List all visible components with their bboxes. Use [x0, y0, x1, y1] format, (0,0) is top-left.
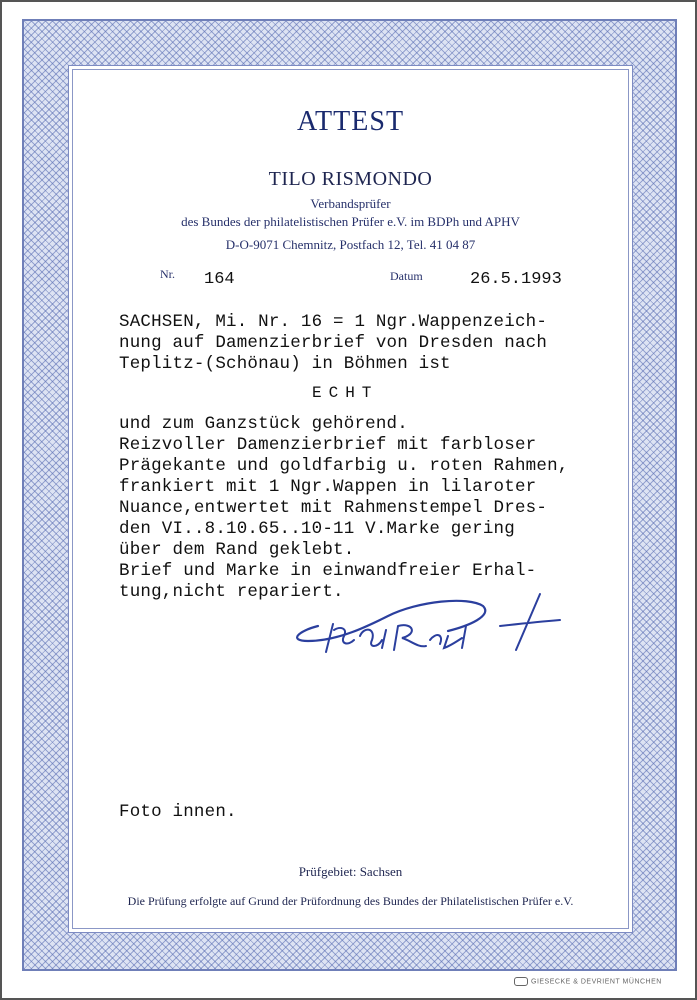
examiner-signature: [278, 586, 568, 666]
address-line: D-O-9071 Chemnitz, Postfach 12, Tel. 41 04 87: [225, 237, 476, 252]
verdict-echt: ECHT: [312, 384, 379, 402]
description-line: SACHSEN, Mi. Nr. 16 = 1 Ngr.Wappenzeich-: [119, 312, 548, 332]
printer-logo-icon: [514, 977, 528, 986]
nr-label: Nr.: [160, 267, 175, 281]
inspection-area: Prüfgebiet: Sachsen: [298, 864, 403, 879]
printer-name: GIESECKE & DEVRIENT MÜNCHEN: [531, 978, 662, 986]
detail-line: Nuance,entwertet mit Rahmenstempel Dres-: [119, 498, 548, 518]
detail-line: den VI..8.10.65..10-11 V.Marke gering: [119, 519, 515, 539]
certificate-title: ATTEST: [296, 106, 405, 137]
certificate-number: 164: [204, 270, 235, 289]
detail-line: tung,nicht repariert.: [119, 582, 344, 602]
date-label: Datum: [390, 269, 423, 283]
detail-line: Brief und Marke in einwandfreier Erhal-: [119, 561, 537, 581]
certificate-date: 26.5.1993: [470, 270, 562, 289]
description-line: Teplitz-(Schönau) in Böhmen ist: [119, 354, 451, 374]
detail-line: Prägekante und goldfarbig u. roten Rahmen,: [119, 456, 569, 476]
detail-line: über dem Rand geklebt.: [119, 540, 355, 560]
detail-line: Reizvoller Damenzierbrief mit farbloser: [119, 435, 537, 455]
detail-line: frankiert mit 1 Ngr.Wappen in lilaroter: [119, 477, 537, 497]
examiner-name: TILO RISMONDO: [268, 168, 433, 190]
association-line: des Bundes der philatelistischen Prüfer e.V. im BDPh und APHV: [181, 214, 520, 229]
examiner-role: Verbandsprüfer: [310, 196, 391, 211]
printer-imprint: [514, 977, 662, 986]
description-line: nung auf Damenzierbrief von Dresden nach: [119, 333, 548, 353]
photo-note: Foto innen.: [119, 802, 237, 822]
detail-line: und zum Ganzstück gehörend.: [119, 414, 408, 434]
examination-statement: Die Prüfung erfolgte auf Grund der Prüfordnung des Bundes der Philatelistischen Prüfer e.V.: [127, 894, 574, 908]
